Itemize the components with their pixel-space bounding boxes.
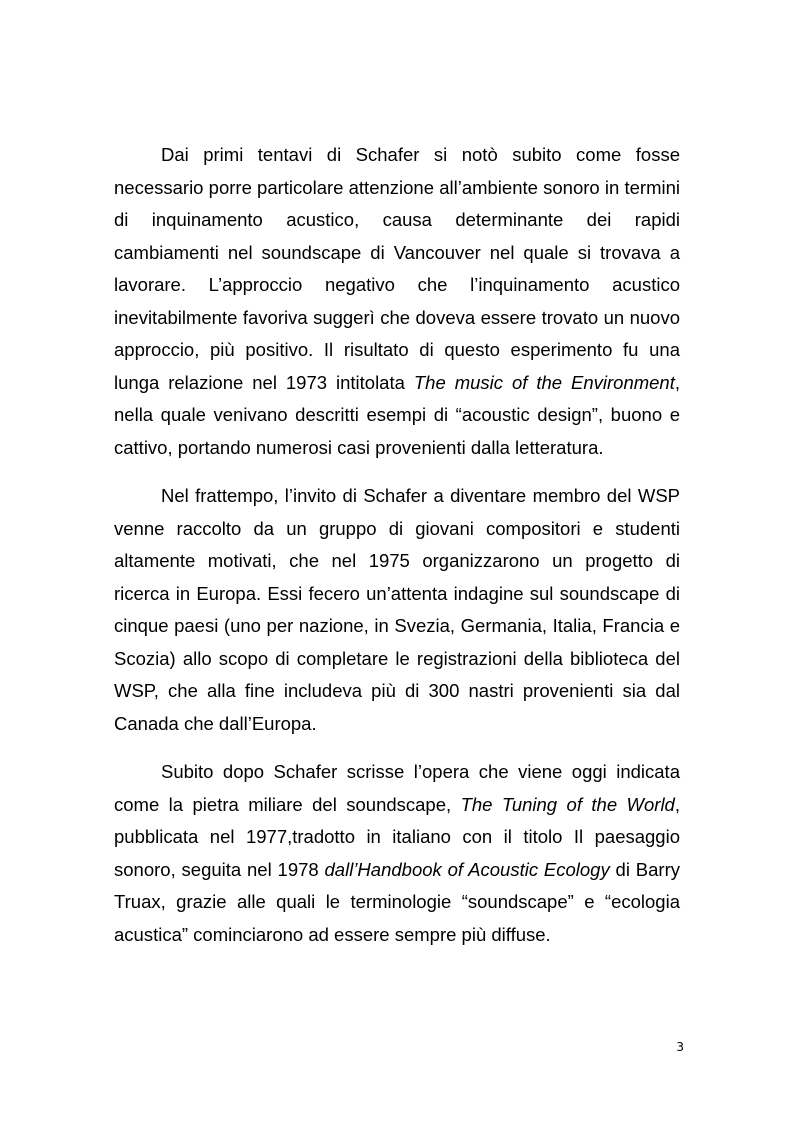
text-segment: , pubblicata nel 1977,tradotto in italiano con il titolo Il paesaggio sonoro, seguita nel 1978 bbox=[114, 793, 680, 880]
italic-title-handbook-acoustic-ecology: dall’Handbook of Acoustic Ecology bbox=[324, 858, 610, 880]
paragraph-3 bbox=[114, 756, 680, 951]
paragraph-1 bbox=[114, 139, 680, 464]
italic-title-tuning-of-the-world: The Tuning of the World bbox=[460, 793, 675, 815]
text-segment: di Barry Truax, grazie alle quali le terminologie “soundscape” e “ecologia acustica” cominciarono ad essere sempre più diffuse. bbox=[114, 858, 680, 945]
text-segment: Subito dopo Schafer scrisse l’opera che viene oggi indicata come la pietra miliare del soundscape, bbox=[114, 761, 680, 815]
paragraph-2 bbox=[114, 480, 680, 740]
page-number: 3 bbox=[676, 1040, 684, 1054]
text-segment: Dai primi tentavi di Schafer si notò subito come fosse necessario porre particolare attenzione all’ambiente sonoro in termini di inquinamento acustico, causa determinante dei rapidi cambiamenti nel soundscape di Vancouver nel quale si trovava a lavorare. L’approccio negativo che l’inquinamento acustico inevitabilmente favoriva suggerì che doveva essere trovato un nuovo approccio, più positivo. Il risultato di questo esperimento fu una lunga relazione nel 1973 intitolata bbox=[114, 144, 680, 393]
text-segment: , nella quale venivano descritti esempi di “acoustic design”, buono e cattivo, portando numerosi casi provenienti dalla letteratura. bbox=[114, 371, 680, 458]
text-segment: Nel frattempo, l’invito di Schafer a diventare membro del WSP venne raccolto da un gruppo di giovani compositori e studenti altamente motivati, che nel 1975 organizzarono un progetto di ricerca in Europa. Essi fecero un’attenta indagine sul soundscape di cinque paesi (uno per nazione, in Svezia, Germania, Italia, Francia e Scozia) allo scopo di completare le registrazioni della biblioteca del WSP, che alla fine includeva più di 300 nastri provenienti sia dal Canada che dall’Europa. bbox=[114, 485, 680, 734]
italic-title-music-of-the-environment: The music of the Environment bbox=[413, 371, 675, 393]
body-text bbox=[114, 139, 680, 967]
